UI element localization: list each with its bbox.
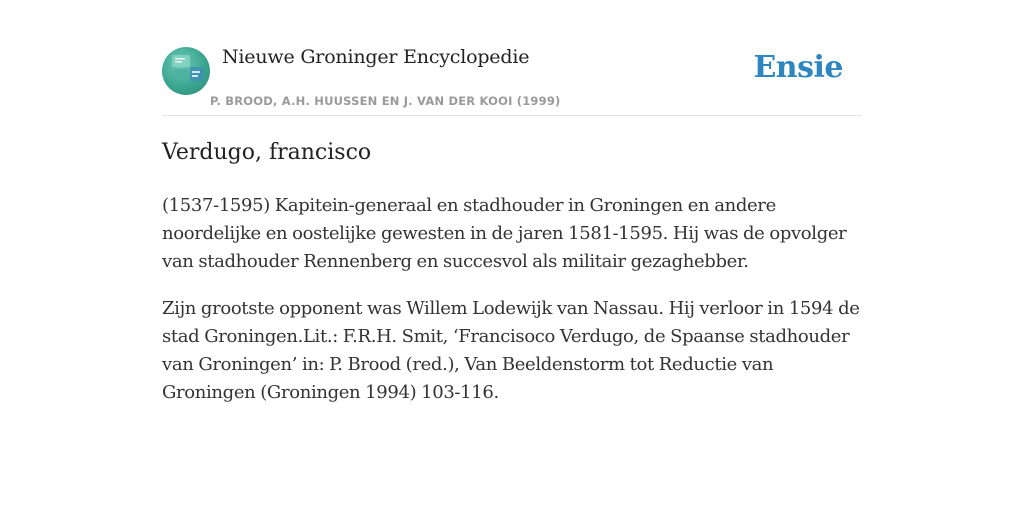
book-authors: P. BROOD, A.H. HUUSSEN EN J. VAN DER KOOI (1999) bbox=[210, 94, 561, 108]
entry-paragraph-1: (1537-1595) Kapitein-generaal en stadhouder in Groningen en andere noordelijke en oostelijke gewesten in de jaren 1581-1595. Hij was de opvolger van stadhouder Rennenberg en succesvol als militair gezaghebber. bbox=[162, 195, 847, 272]
entry-paragraph-2: Zijn grootste opponent was Willem Lodewijk van Nassau. Hij verloor in 1594 de stad Groningen.Lit.: F.R.H. Smit, ‘Francisoco Verdugo, de Spaanse stadhouder van Groningen’ in: P. Brood (red.), Van Beeldenstorm tot Reductie van Groningen (Groningen 1994) 103-116. bbox=[162, 298, 860, 403]
book-cover-icon[interactable] bbox=[162, 47, 210, 95]
entry-body bbox=[162, 192, 862, 426]
header bbox=[162, 0, 862, 116]
page-container bbox=[162, 0, 862, 403]
book-title[interactable]: Nieuwe Groninger Encyclopedie bbox=[222, 46, 530, 68]
book-cover-graphic bbox=[162, 47, 210, 95]
entry-title: Verdugo, francisco bbox=[162, 140, 372, 165]
ensie-logo-link[interactable]: Ensie bbox=[753, 50, 843, 85]
